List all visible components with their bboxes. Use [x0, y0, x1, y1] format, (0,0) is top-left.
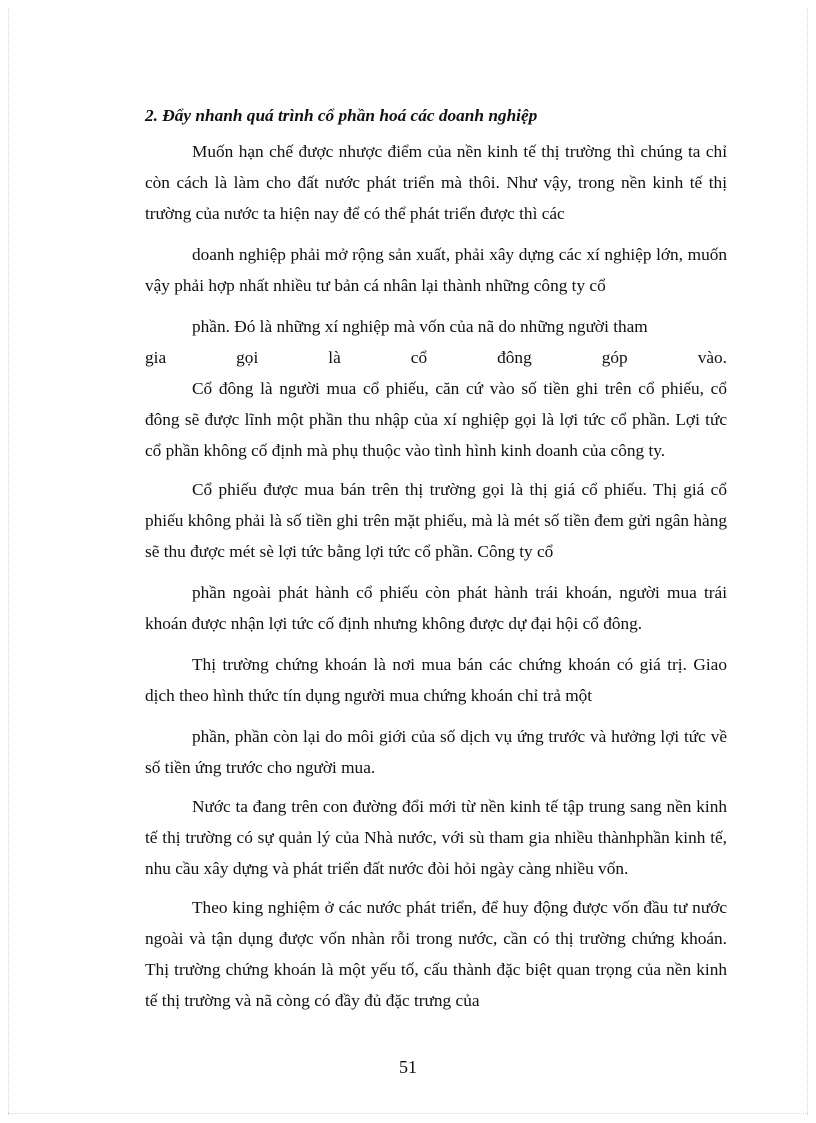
section-heading: 2. Đẩy nhanh quá trình cổ phần hoá các doanh nghiệp [145, 106, 538, 125]
paragraph-2: doanh nghiệp phải mở rộng sản xuất, phải xây dựng các xí nghiệp lớn, muốn vậy phải hợp nhất nhiều tư bản cá nhân lại thành những công ty cổ [145, 245, 727, 295]
paragraph-1: Muốn hạn chế được nhược điểm của nền kinh tế thị trường thì chúng ta chỉ còn cách là làm cho đất nước phát triển mà thôi. Như vậy, trong nền kinh tế thị trường của nước ta hiện nay để có thể phát triển được thì các [145, 142, 727, 223]
page-border-bottom [8, 1113, 808, 1114]
page-number: 51 [399, 1057, 417, 1077]
document-body [145, 100, 727, 1016]
paragraph-9: Nước ta đang trên con đường đổi mới từ nền kinh tế tập trung sang nền kinh tế thị trường có sự quản lý của Nhà nước, với sù tham gia nhiều thànhphần kinh tế, nhu cầu xây dựng và phát triển đất nước đòi hỏi ngày càng nhiều vốn. [145, 797, 727, 878]
paragraph-3: phần. Đó là những xí nghiệp mà vốn của nã do những người tham [192, 317, 648, 336]
paragraph-6: phần ngoài phát hành cổ phiếu còn phát hành trái khoán, người mua trái khoán được nhận lợi tức cố định nhưng không được dự đại hội cổ đông. [145, 583, 727, 633]
paragraph-8: phần, phần còn lại do môi giới của số dịch vụ ứng trước và hưởng lợi tức về số tiền ứng trước cho người mua. [145, 727, 727, 777]
paragraph-4: Cổ đông là người mua cổ phiếu, căn cứ vào số tiền ghi trên cổ phiếu, cổ đông sẽ được lĩnh một phần thu nhập của xí nghiệp gọi là lợi tức cổ phần. Lợi tức cổ phần không cố định mà phụ thuộc vào tình hình kinh doanh của công ty. [145, 379, 727, 460]
paragraph-3-continuation: gia gọi là cổ đông góp vào. [145, 348, 727, 367]
paragraph-7: Thị trường chứng khoán là nơi mua bán các chứng khoán có giá trị. Giao dịch theo hình thức tín dụng người mua chứng khoán chỉ trả một [145, 655, 727, 705]
paragraph-5: Cổ phiếu được mua bán trên thị trường gọi là thị giá cổ phiếu. Thị giá cổ phiếu không phải là số tiền ghi trên mặt phiếu, mà là mét số tiền đem gửi ngân hàng sẽ thu được mét sè lợi tức bằng lợi tức cổ phần. Công ty cổ [145, 480, 727, 561]
paragraph-10: Theo king nghiệm ở các nước phát triển, để huy động được vốn đầu tư nước ngoài và tận dụng được vốn nhàn rỗi trong nước, cần có thị trường chứng khoán. Thị trường chứng khoán là một yếu tố, cấu thành đặc biệt quan trọng của nền kinh tế thị trường và nã còng có đầy đủ đặc trưng của [145, 898, 727, 1010]
